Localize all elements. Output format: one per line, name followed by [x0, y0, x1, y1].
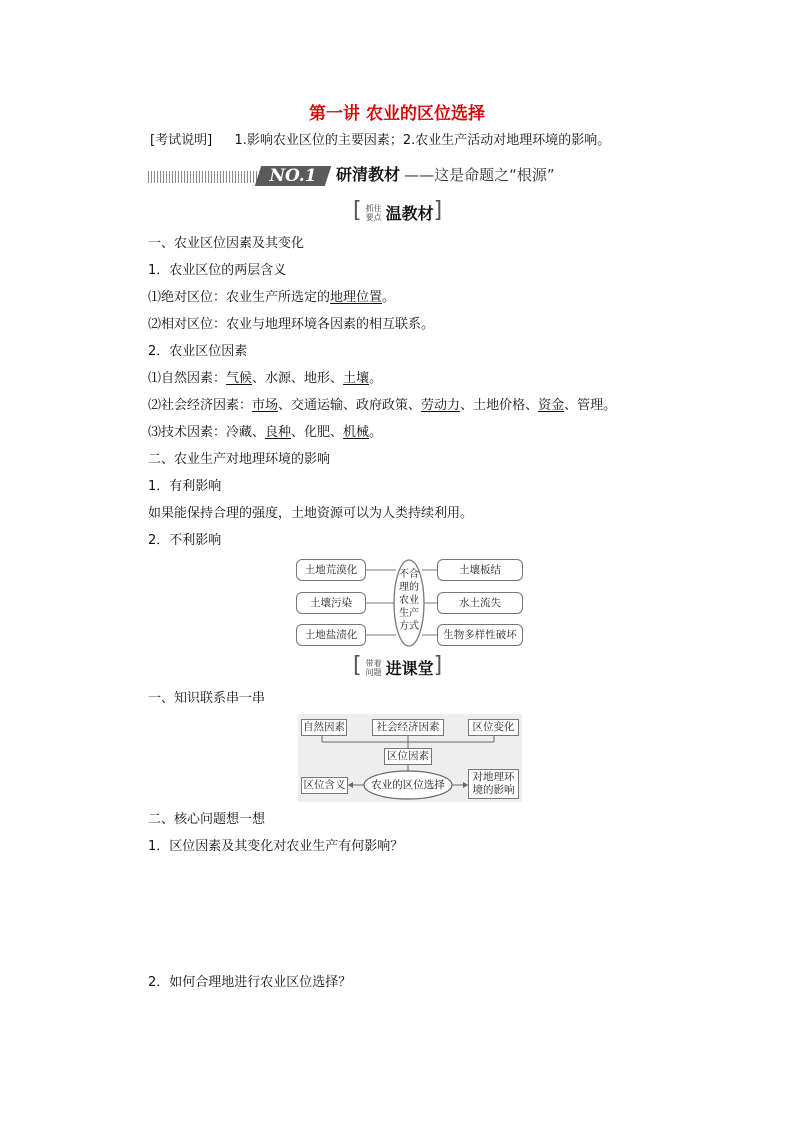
heading-positive: 1．有利影响 [148, 479, 222, 494]
badge-review-textbook: [ 抓住要点 温教材] [353, 198, 443, 223]
section-banner [336, 167, 555, 185]
node-location-factors: 区位因素 [384, 748, 432, 765]
exam-note-text: 1.影响农业区位的主要因素；2.农业生产活动对地理环境的影响。 [234, 133, 611, 148]
heading-location-factors: 2．农业区位因素 [148, 344, 248, 359]
exam-note [150, 133, 610, 149]
impact-erosion: 水土流失 [437, 592, 523, 614]
keyword: 机械 [343, 425, 370, 440]
concept-map [298, 714, 522, 802]
badge-small-text: 带着问题 [365, 658, 382, 677]
natural-factors: ⑴自然因素：气候、水源、地形、土壤。 [148, 371, 383, 386]
node-location-meaning: 区位含义 [301, 777, 348, 794]
positive-text: 如果能保持合理的强度，土地资源可以为人类持续利用。 [148, 506, 474, 521]
section-heading: 研清教材 [336, 165, 401, 184]
node-location-change: 区位变化 [468, 719, 519, 736]
node-center: 农业的区位选择 [371, 779, 445, 791]
keyword: 良种 [265, 425, 292, 440]
question-2: 2．如何合理地进行农业区位选择？ [148, 975, 352, 990]
heading-knowledge: 一、知识联系串一串 [148, 691, 266, 706]
impact-biodiversity: 生物多样性破坏 [437, 624, 523, 646]
section-subtitle: ——这是命题之“根源” [404, 166, 555, 184]
def-relative: ⑵相对区位：农业与地理环境各因素的相互联系。 [148, 317, 435, 332]
badge-small-text: 抓住要点 [365, 203, 382, 222]
heading-factors: 一、农业区位因素及其变化 [148, 236, 305, 251]
question-1: 1．区位因素及其变化对农业生产有何影响？ [148, 839, 404, 854]
impact-salinization: 土地盐渍化 [296, 624, 366, 646]
heading-core-questions: 二、核心问题想一想 [148, 812, 266, 827]
badge-big-text: 温教材 [385, 204, 434, 223]
keyword: 土壤 [343, 371, 370, 386]
keyword: 资金 [538, 398, 565, 413]
impact-soil-pollution: 土壤污染 [296, 592, 366, 614]
keyword: 市场 [252, 398, 279, 413]
impact-desertification: 土地荒漠化 [296, 559, 366, 581]
social-factors: ⑵社会经济因素：市场、交通运输、政府政策、劳动力、土地价格、资金、管理。 [148, 398, 617, 413]
badge-enter-class: [ 带着问题 进课堂] [353, 653, 443, 678]
banner-stripe [148, 171, 260, 183]
impact-diagram [296, 555, 526, 650]
keyword: 劳动力 [421, 398, 461, 413]
heading-impact: 二、农业生产对地理环境的影响 [148, 452, 331, 467]
keyword: 气候 [226, 371, 253, 386]
exam-note-tag: [考试说明] [150, 133, 213, 148]
impact-center-label: 不合 理的 农业 生产 方式 [399, 569, 419, 632]
heading-negative: 2．不利影响 [148, 533, 222, 548]
node-environment-impact: 对地理环 境的影响 [468, 769, 519, 799]
node-natural-factors: 自然因素 [301, 719, 347, 736]
banner-number-badge: NO.1 [255, 166, 331, 186]
badge-big-text: 进课堂 [385, 659, 434, 678]
keyword: 地理位置 [330, 290, 383, 305]
def-absolute: ⑴绝对区位：农业生产所选定的地理位置。 [148, 290, 396, 305]
tech-factors: ⑶技术因素：冷藏、良种、化肥、机械。 [148, 425, 383, 440]
page-title: 第一讲 农业的区位选择 [309, 104, 485, 124]
impact-soil-compaction: 土壤板结 [437, 559, 523, 581]
heading-meaning: 1．农业区位的两层含义 [148, 263, 287, 278]
node-social-factors: 社会经济因素 [372, 719, 444, 736]
